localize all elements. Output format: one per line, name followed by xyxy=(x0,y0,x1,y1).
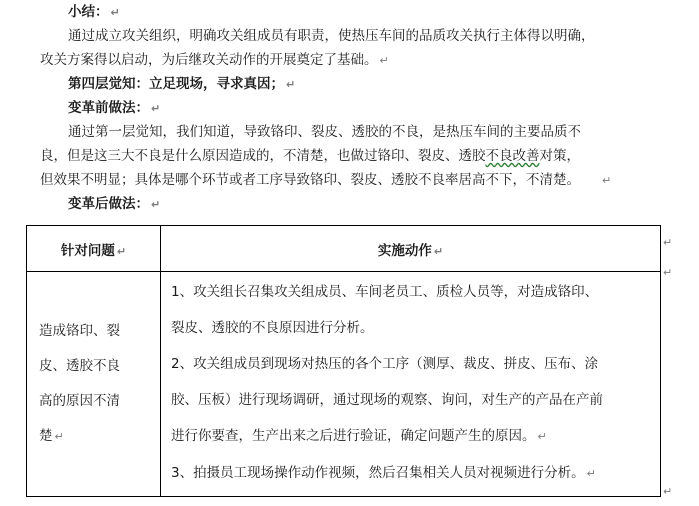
after-heading: 变革后做法： ↵ xyxy=(68,196,161,212)
paragraph-mark-icon: ↵ xyxy=(116,244,127,258)
before-line-1: 通过第一层觉知，我们知道，导致铬印、裂皮、透胶的不良，是热压车间的主要品质不 xyxy=(68,124,581,140)
paragraph-mark-icon: ↵ xyxy=(151,102,161,115)
header-problem-cell: 针对问题 ↵ xyxy=(27,226,161,272)
before-line-2: 良，但是这三大不良是什么原因造成的，不清楚，也做过铬印、裂皮、透胶不良改善对策， xyxy=(40,148,580,164)
paragraph-mark-icon: ↵ xyxy=(586,467,596,480)
paragraph-mark-icon: ↵ xyxy=(286,78,296,91)
summary-line-1: 通过成立攻关组织，明确攻关组成员有职责，使热压车间的品质攻关执行主体得以明确， xyxy=(68,28,595,44)
grammar-flag: 不良改善 xyxy=(485,148,540,164)
summary-line-2: 攻关方案得以启动，为后继攻关动作的开展奠定了基础。 ↵ xyxy=(40,52,389,68)
paragraph-mark-icon: ↵ xyxy=(379,54,389,67)
header-action-cell: 实施动作 ↵ xyxy=(161,226,661,272)
paragraph-mark-icon: ↵ xyxy=(537,430,547,443)
table-header-row xyxy=(27,226,661,272)
action-table xyxy=(26,225,661,497)
level-heading: 第四层觉知：立足现场，寻求真因； ↵ xyxy=(68,76,296,92)
paragraph-mark-icon: ↵ xyxy=(54,430,64,443)
summary-heading: 小结： ↵ xyxy=(68,4,120,20)
row-end-mark-icon: ↵ xyxy=(663,236,673,249)
before-heading: 变革前做法： ↵ xyxy=(68,100,161,116)
row-end-mark-icon: ↵ xyxy=(663,485,673,498)
paragraph-mark-icon: ↵ xyxy=(110,6,120,19)
paragraph-mark-icon: ↵ xyxy=(151,198,161,211)
table-row xyxy=(27,272,661,497)
row-end-mark-icon: ↵ xyxy=(663,266,673,279)
paragraph-mark-icon: ↵ xyxy=(602,174,612,187)
problem-cell: 造成铬印、裂 皮、透胶不良 高的原因不清 楚 ↵ xyxy=(27,272,161,497)
action-cell: 1、攻关组长召集攻关组成员、车间老员工、质检人员等，对造成铬印、 裂皮、透胶的不良原因进行分析。 2、攻关组成员到现场对热压的各个工序（测厚、裁皮、拼皮、压布、涂 胶、压板）进行现场调研，通过现场的观察、询问，对生产的产品在产前 进行你要查，生产出来之后进行验证，确定问题产生的原因。 ↵ 3、拍摄员工现场操作动作视频，然后召集相关人员对视频进行分析。 ↵ xyxy=(161,272,661,497)
before-line-3: 但效果不明显；具体是哪个环节或者工序导致铬印、裂皮、透胶不良率居高不下，不清楚。 ↵ xyxy=(40,172,612,188)
paragraph-mark-icon: ↵ xyxy=(433,244,444,258)
